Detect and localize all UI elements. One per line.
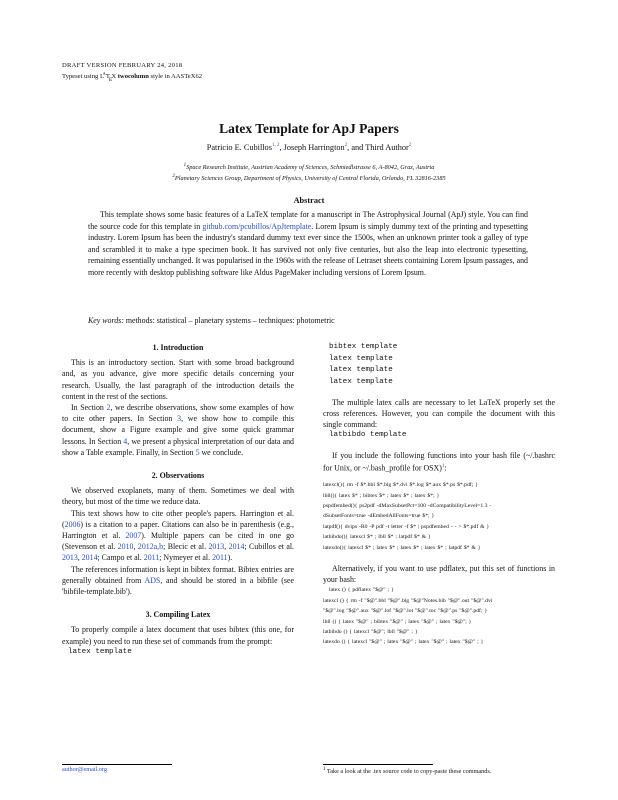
citation-link[interactable]: 2007 (125, 531, 142, 541)
section-ref-3[interactable]: 3 (177, 414, 182, 424)
keywords-line (88, 316, 528, 325)
right-paragraph-1: The multiple latex calls are necessary to let LaTeX properly set the cross references. However, you can compile the document with this single command: (323, 397, 555, 430)
footnote-1-text: Take a look at the .tex source code to copy-paste these commands. (325, 768, 492, 776)
bash-line: latpdf(){ dvips -R0 -P pdf -t letter -f $* | pspdfembed - - > $*.pdf & } (323, 523, 490, 530)
bash-functions-block-2 (323, 585, 555, 647)
obs-paragraph-2 (62, 508, 294, 564)
obs-text: ). Multiple papers can be cited in one go (Stevenson et al. (62, 531, 294, 552)
obs-text: , (133, 542, 138, 552)
intro-text: , we describe observations, show some examples of how to cite other papers. In Section (62, 403, 294, 424)
bash-line: latexdo(){ latexcl $* ; latex $* ; latex $* ; latex $* ; latpdf $* & } (323, 544, 481, 551)
author-1: Patricio E. Cubillos (206, 143, 272, 152)
bash-line: lbll(){ latex $* ; bibtex $* ; latex $* ; latex $*; } (323, 492, 440, 499)
latex-logo-e: E (108, 76, 113, 83)
affiliation-1-number: 1 (183, 163, 187, 168)
code-latex-template: latex template (68, 647, 132, 656)
author-3-affil[interactable]: 2 (408, 143, 412, 149)
abstract-heading: Abstract (293, 196, 325, 205)
affiliation-2 (0, 174, 618, 182)
bash-line: pspdfembed(){ ps2pdf -dMaxSubsetPct=100 -dCompatibilityLevel=1.3 - (323, 502, 492, 509)
latex-logo-a: A (102, 71, 106, 76)
affiliation-1 (0, 163, 618, 171)
typeset-style: twocolumn (117, 73, 149, 81)
typeset-post: style in AASTeX62 (148, 73, 203, 81)
author-1-affil[interactable]: 1, 2 (271, 143, 280, 149)
obs-text: ; Blecic et al. (163, 542, 209, 552)
intro-paragraph-1: This is an introductory section. Start with some broad background and, as you advance, give more specific details concerning your research. Usually, the last paragraph of the introduction details the content in the rest of the sections. (62, 358, 294, 401)
obs-text: , (77, 553, 82, 563)
obs-text: This text shows how to cite other people's papers. Harrington et al. ( (62, 508, 294, 529)
right-paragraph-3: Alternatively, if you want to use pdflatex, put this set of functions in your bash: (323, 564, 555, 585)
section-ref-5[interactable]: 5 (195, 447, 200, 457)
bash-line: latexdo () { latexcl "$@" ; latex "$@" ; latex "$@" ; latex "$@" ; } (323, 639, 484, 646)
ads-link[interactable]: ADS (144, 575, 161, 585)
obs-paragraph-1: We observed exoplanets, many of them. Sometimes we deal with theory, but most of the time we reduce data. (62, 486, 294, 507)
affiliation-2-number: 2 (172, 174, 175, 179)
intro-paragraph-2 (62, 402, 294, 458)
citation-link[interactable]: 2013 (208, 542, 225, 552)
bash-line: latbibdo(){ latexcl $* ; lbll $* ; latpdf $* & } (323, 534, 431, 541)
citation-link[interactable]: 2011 (143, 553, 160, 563)
author-email-link[interactable]: author@email.org (62, 766, 107, 773)
bash-functions-block-1 (323, 480, 555, 553)
intro-text: we conclude. (199, 447, 244, 457)
latex-logo-t: T (105, 73, 110, 81)
footnote-divider-right (323, 764, 433, 765)
section-observations-heading: 2. Observations (151, 471, 205, 481)
citation-link[interactable]: 2006 (64, 519, 81, 529)
obs-text: , and should be stored in a bibfile (see 'bibfile-template.bib'). (62, 575, 294, 597)
intro-text: , we present a physical interpretation of our data and show a Table example. Finally, in Section (62, 436, 294, 457)
abstract-body (88, 209, 528, 279)
latex-logo-x: X (111, 73, 118, 81)
typeset-line (62, 71, 202, 83)
footnote-1 (323, 767, 491, 775)
code-block-bibtex: bibtex template latex template latex template latex template (329, 343, 398, 387)
paper-title: Latex Template for ApJ Papers (219, 121, 399, 136)
author-3: , and Third Author (347, 143, 409, 152)
citation-link[interactable]: 2011 (212, 553, 228, 563)
bash-line: latexcl(){ rm -f $*.bbl $*.blg $*.dvi $*.log $*.aux $*.ps $*.pdf; } (323, 482, 478, 489)
footnote-ref-1[interactable]: 1 (441, 464, 445, 470)
abstract-text-post: . Lorem Ipsum is simply dummy text of the printing and typesetting industry. Lorem Ipsum has been the industry's standard dummy text ever since the 1500s, when an unknown printer took a galley of type and scrambled it to make a type specimen book. It has survived not only five centuries, but also the leap into electronic typesetting, remaining essentially unchanged. It was popularised in the 1960s with the release of Letraset sheets containing Lorem Ipsum passages, and more recently with desktop publishing software like Aldus PageMaker including versions of Lorem Ipsum. (88, 221, 528, 277)
obs-text: ) is a citation to a paper. Citations can also be in parenthesis (e.g., Harrington et al. (62, 519, 294, 541)
section-ref-2[interactable]: 2 (106, 403, 111, 413)
obs-text: The references information is kept in bibtex format. Bibtex entries are generally obtained from (62, 564, 294, 585)
intro-text: In Section (71, 403, 107, 413)
affiliation-1-text: Space Research Institute, Austrian Academy of Sciences, Schmiedlstrasse 6, A-8042, Graz, Austria (186, 164, 435, 172)
bash-line: latbibdo () { latexcl "$@"; lbll "$@" ; } (323, 629, 418, 636)
typeset-pre: Typeset using L (62, 73, 105, 81)
bash-line: "$@".log "$@".aux "$@".lof "$@".lot "$@".toc "$@".ps "$@".pdf; } (323, 608, 488, 615)
affiliation-2-text: Planetary Sciences Group, Department of Physics, University of Central Florida, Orlando, FL 32816-2385 (174, 175, 446, 183)
github-link[interactable]: github.com/pcubillos/ApJtemplate (202, 221, 312, 231)
compiling-paragraph-1: To properly compile a latex document that uses bibtex (this one, for example) you need to run these set of commands from the prompt: (62, 625, 294, 646)
abstract-text-pre: This template shows some basic features of a LaTeX template for a manuscript in The Astrophysical Journal (ApJ) style. You can find the source code for this template in (88, 210, 528, 231)
section-ref-4[interactable]: 4 (123, 436, 128, 446)
obs-text: , (224, 542, 229, 552)
citation-link[interactable]: 2012a,b (137, 542, 164, 552)
footnote-1-number: 1 (323, 767, 326, 772)
author-list (0, 143, 618, 152)
obs-text: ; Cubillos et al. (244, 542, 294, 552)
keywords-text: methods: statistical – planetary systems – techniques: photometric (123, 316, 335, 325)
right-text: If you include the following functions into your bash file (~/.bashrc for Unix, or ~/.bash_profile for OSX) (323, 451, 555, 473)
bash-line: latexcl () { rm -f "$@".bbl "$@".blg "$@"Notes.bib "$@".out "$@".dvi (323, 597, 493, 604)
keywords-label: Key words: (88, 316, 124, 325)
author-2: , Joseph Harrington (279, 143, 345, 152)
intro-text: , we show how to compile this document, show a Figure example and give some quick grammar lessons. In Section (62, 414, 294, 446)
citation-link[interactable]: 2010 (117, 542, 134, 552)
obs-text: ; Campo et al. (97, 553, 144, 563)
right-text: : (444, 463, 447, 473)
author-2-affil[interactable]: 2 (344, 143, 348, 149)
draft-version-line: DRAFT VERSION FEBRUARY 24, 2018 (62, 62, 183, 69)
code-latbibdo: latbibdo template (329, 431, 407, 440)
right-column (323, 342, 555, 648)
section-introduction-heading: 1. Introduction (152, 343, 204, 352)
obs-text: ). (227, 553, 233, 563)
bash-line: dSubsetFonts=true -dEmbedAllFonts=true $*; } (323, 513, 435, 520)
citation-link[interactable]: 2013 (62, 553, 78, 563)
obs-text: ; Nymeyer et al. (159, 553, 213, 563)
bash-line: lbll () { latex "$@" ; bibtex "$@" ; latex "$@" ; latex "$@"; } (323, 618, 472, 625)
right-paragraph-2 (323, 450, 555, 474)
footnote-divider-left (62, 764, 172, 765)
section-compiling-heading: 3. Compiling Latex (145, 610, 211, 620)
obs-paragraph-3 (62, 564, 294, 598)
bash-line: latex () { pdflatex "$@" ; } (329, 587, 394, 594)
citation-link[interactable]: 2014 (81, 553, 98, 563)
left-column (62, 342, 294, 659)
citation-link[interactable]: 2014 (228, 542, 245, 552)
